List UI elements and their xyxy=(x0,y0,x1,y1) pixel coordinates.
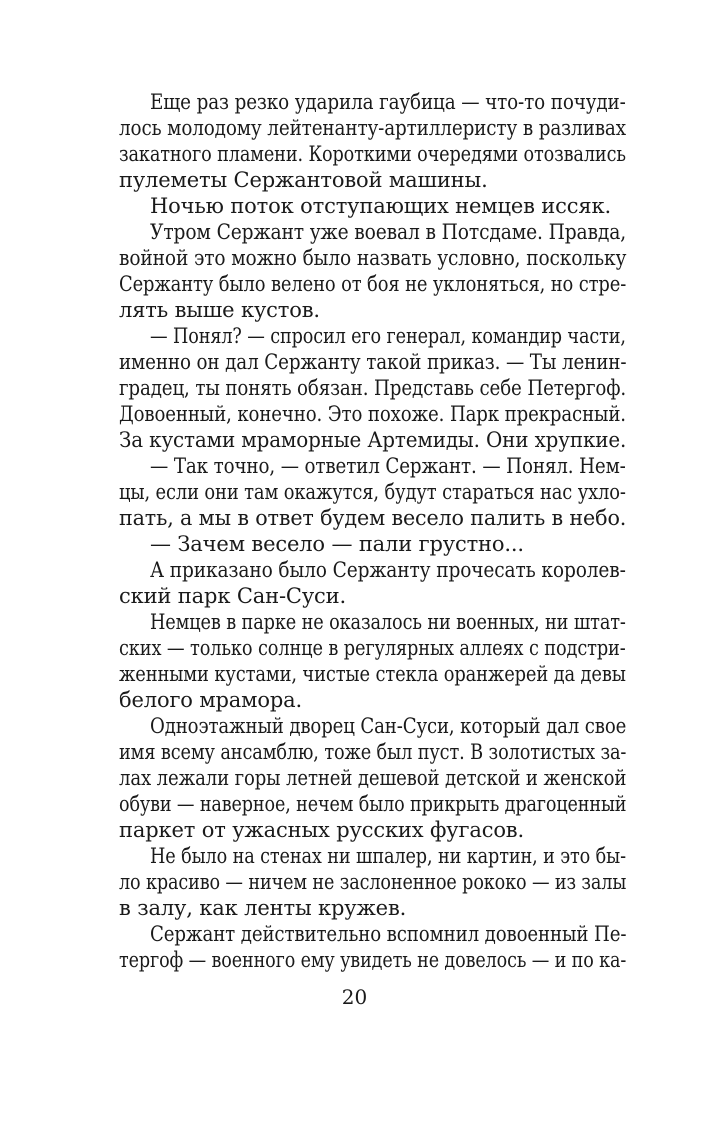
text-line: лах лежали горы летней дешевой детской и женской xyxy=(119,766,627,790)
text-line: цы, если они там окажутся, будут стараться нас ухло- xyxy=(119,480,626,504)
text-line: Одноэтажный дворец Сан-Суси, который дал свое xyxy=(150,714,627,738)
text-line: Сержанту было велено от боя не уклоняться, но стре- xyxy=(119,272,627,296)
text-line: закатного пламени. Короткими очередями отозвались xyxy=(119,142,626,166)
text-line: войной это можно было назвать условно, поскольку xyxy=(119,246,627,270)
text-line: Еще раз резко ударила гаубица — что-то почуди- xyxy=(150,90,626,114)
text-line: — Так точно, — ответил Сержант. — Понял. Нем- xyxy=(150,454,626,478)
text-line: Немцев в парке не оказалось ни военных, ни штат- xyxy=(150,610,626,634)
text-line: Довоенный, конечно. Это похоже. Парк прекрасный. xyxy=(119,402,626,426)
text-line: в залу, как ленты кружев. xyxy=(119,896,407,920)
text-line: Не было на стенах ни шпалер, ни картин, и это бы- xyxy=(150,844,626,868)
text-line: белого мрамора. xyxy=(119,688,303,712)
page-number: 20 xyxy=(341,985,368,1009)
text-line: — Понял? — спросил его генерал, командир части, xyxy=(150,324,626,348)
text-line: именно он дал Сержанту такой приказ. — Ты ленин- xyxy=(119,350,627,374)
text-line: ло красиво — ничем не заслоненное рококо — из залы xyxy=(119,870,627,894)
text-line: Сержант действительно вспомнил довоенный Пе- xyxy=(150,922,627,946)
text-line: ских — только солнце в регулярных аллеях с подстри- xyxy=(119,636,626,660)
text-line: женными кустами, чистые стекла оранжерей да девы xyxy=(119,662,626,686)
text-line: Утром Сержант уже воевал в Потсдаме. Правда, xyxy=(150,220,627,244)
text-line: Ночью поток отступающих немцев иссяк. xyxy=(150,194,611,218)
text-line: За кустами мраморные Артемиды. Они хрупкие. xyxy=(119,428,627,452)
text-line: паркет от ужасных русских фугасов. xyxy=(119,818,525,842)
text-line: лось молодому лейтенанту-артиллеристу в разливах xyxy=(119,116,626,140)
text-line: обуви — наверное, нечем было прикрыть драгоценный xyxy=(119,792,627,816)
text-line: пулеметы Сержантовой машины. xyxy=(119,168,488,192)
text-line: имя всему ансамблю, тоже был пуст. В золотистых за- xyxy=(119,740,627,764)
text-line: тергоф — военного ему увидеть не довелось — и по ка- xyxy=(119,948,627,972)
text-line: градец, ты понять обязан. Представь себе Петергоф. xyxy=(119,376,627,400)
text-line: лять выше кустов. xyxy=(119,298,320,322)
text-line: А приказано было Сержанту прочесать королев- xyxy=(150,558,626,582)
text-line: ский парк Сан-Суси. xyxy=(119,584,347,608)
text-line: — Зачем весело — пали грустно... xyxy=(150,532,524,556)
text-line: пать, а мы в ответ будем весело палить в небо. xyxy=(119,506,627,530)
